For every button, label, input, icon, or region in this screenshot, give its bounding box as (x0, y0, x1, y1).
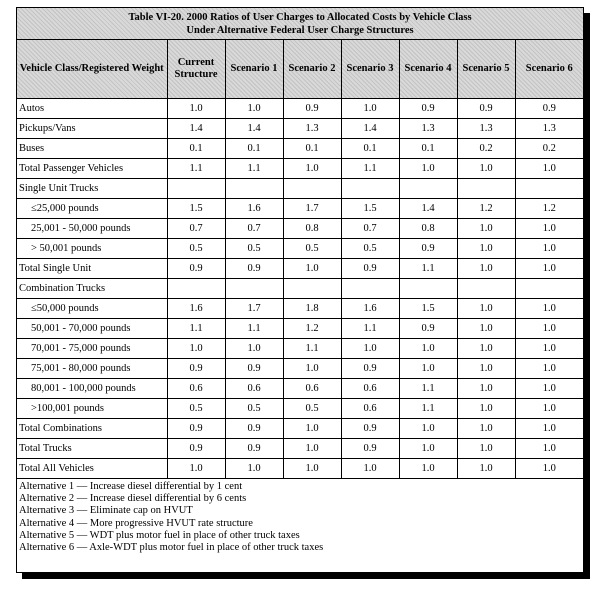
table-cell: 1.1 (225, 319, 283, 339)
table-cell: 0.9 (167, 439, 225, 459)
table-cell: 1.5 (399, 299, 457, 319)
table-cell: 1.4 (167, 119, 225, 139)
table-cell: 1.0 (515, 299, 583, 319)
table-cell: 1.0 (515, 319, 583, 339)
table-cell: 0.6 (167, 379, 225, 399)
table-cell: 0.5 (341, 239, 399, 259)
table-cell: 0.9 (341, 259, 399, 279)
table-row (17, 159, 583, 179)
table-cell: 1.0 (283, 259, 341, 279)
table-cell: 0.6 (283, 379, 341, 399)
table-cell: 1.1 (225, 159, 283, 179)
table-cell (167, 179, 225, 199)
table-cell: 1.0 (457, 259, 515, 279)
table-cell: 0.9 (167, 359, 225, 379)
column-header-scenario-6: Scenario 6 (515, 40, 583, 99)
table-cell: 0.1 (167, 139, 225, 159)
row-label: Total Trucks (17, 439, 167, 459)
table-cell: 1.0 (515, 259, 583, 279)
row-label: 70,001 - 75,000 pounds (17, 339, 167, 359)
column-header-current-structure: Current Structure (167, 40, 225, 99)
footnote-line: Alternative 3 — Eliminate cap on HVUT (19, 505, 193, 517)
table-cell: 1.0 (399, 359, 457, 379)
table-cell: 0.5 (225, 239, 283, 259)
row-label: Combination Trucks (17, 279, 167, 299)
table-cell: 1.0 (457, 219, 515, 239)
table-cell: 0.5 (283, 239, 341, 259)
table-cell: 1.0 (167, 339, 225, 359)
table-cell: 1.1 (399, 259, 457, 279)
table-cell: 1.0 (341, 99, 399, 119)
table-cell: 1.4 (399, 199, 457, 219)
table-cell: 1.0 (399, 159, 457, 179)
table-title-line-1: Table VI-20. 2000 Ratios of User Charges to Allocated Costs by Vehicle Class (128, 12, 472, 23)
table-cell: 1.0 (399, 339, 457, 359)
table-cell: 1.0 (457, 459, 515, 479)
table-row (17, 99, 583, 119)
table-cell: 1.0 (457, 439, 515, 459)
table-cell: 0.7 (167, 219, 225, 239)
table-cell: 1.0 (283, 359, 341, 379)
table-cell: 1.8 (283, 299, 341, 319)
row-label: Total Passenger Vehicles (17, 159, 167, 179)
column-header-scenario-3: Scenario 3 (341, 40, 399, 99)
table-cell: 1.0 (283, 439, 341, 459)
row-label: 75,001 - 80,000 pounds (17, 359, 167, 379)
table-cell: 1.6 (341, 299, 399, 319)
table-cell: 0.8 (399, 219, 457, 239)
footnote-line: Alternative 2 — Increase diesel differential by 6 cents (19, 493, 247, 505)
table-cell (341, 279, 399, 299)
table-cell (341, 179, 399, 199)
table-row (17, 419, 583, 439)
table-cell: 1.1 (283, 339, 341, 359)
ratios-table (17, 40, 583, 479)
table-cell: 1.0 (399, 459, 457, 479)
table-cell: 0.9 (341, 359, 399, 379)
table-cell: 1.0 (457, 239, 515, 259)
table-cell: 0.5 (167, 239, 225, 259)
table-cell: 1.0 (283, 459, 341, 479)
column-header-scenario-2: Scenario 2 (283, 40, 341, 99)
table-cell (515, 179, 583, 199)
row-label: Total Combinations (17, 419, 167, 439)
table-cell: 1.1 (341, 159, 399, 179)
table-cell: 0.9 (457, 99, 515, 119)
table-cell: 0.1 (399, 139, 457, 159)
table-cell: 1.4 (341, 119, 399, 139)
column-header-scenario-1: Scenario 1 (225, 40, 283, 99)
table-cell: 1.0 (515, 219, 583, 239)
table-cell: 1.2 (457, 199, 515, 219)
table-cell (283, 279, 341, 299)
table-cell: 1.7 (225, 299, 283, 319)
header-row (17, 40, 583, 99)
table-cell: 0.9 (225, 359, 283, 379)
table-cell: 1.0 (457, 399, 515, 419)
table-cell: 0.1 (341, 139, 399, 159)
footnote-line: Alternative 1 — Increase diesel differential by 1 cent (19, 481, 243, 492)
footnote-line: Alternative 6 — Axle-WDT plus motor fuel in place of other truck taxes (19, 542, 324, 554)
table-cell: 1.0 (167, 99, 225, 119)
table-cell (399, 179, 457, 199)
footnote-line: Alternative 4 — More progressive HVUT rate structure (19, 517, 253, 529)
table-cell (225, 179, 283, 199)
table-cell: 1.1 (341, 319, 399, 339)
table-cell: 1.0 (283, 419, 341, 439)
table-row (17, 299, 583, 319)
table-cell: 1.0 (515, 459, 583, 479)
table-cell: 1.0 (457, 319, 515, 339)
table-cell (283, 179, 341, 199)
table-cell: 1.0 (283, 159, 341, 179)
table-row (17, 459, 583, 479)
table-cell: 1.0 (515, 359, 583, 379)
row-label: Total All Vehicles (17, 459, 167, 479)
table-cell: 0.9 (515, 99, 583, 119)
column-header-scenario-5: Scenario 5 (457, 40, 515, 99)
table-cell: 1.1 (399, 379, 457, 399)
table-cell: 0.9 (341, 419, 399, 439)
row-label: > 50,001 pounds (17, 239, 167, 259)
row-label: Total Single Unit (17, 259, 167, 279)
table-cell: 0.9 (341, 439, 399, 459)
table-cell: 0.7 (341, 219, 399, 239)
table-cell: 1.0 (515, 239, 583, 259)
table-cell: 1.0 (515, 379, 583, 399)
table-row (17, 399, 583, 419)
table-row (17, 439, 583, 459)
table-cell: 0.6 (225, 379, 283, 399)
table-row (17, 359, 583, 379)
table-cell: 1.0 (457, 419, 515, 439)
table-cell: 1.5 (341, 199, 399, 219)
row-label: 80,001 - 100,000 pounds (17, 379, 167, 399)
table-cell: 1.0 (341, 459, 399, 479)
table-cell: 1.2 (515, 199, 583, 219)
table-cell: 0.9 (283, 99, 341, 119)
table-cell: 0.9 (399, 99, 457, 119)
table-cell: 0.9 (225, 439, 283, 459)
table-cell: 1.0 (341, 339, 399, 359)
table-cell: 1.2 (283, 319, 341, 339)
table-cell: 0.9 (167, 419, 225, 439)
row-label: >100,001 pounds (17, 399, 167, 419)
table-cell: 0.1 (283, 139, 341, 159)
column-header-scenario-4: Scenario 4 (399, 40, 457, 99)
table-cell: 1.0 (225, 339, 283, 359)
table-body (17, 99, 583, 479)
table-cell: 1.4 (225, 119, 283, 139)
table-cell: 1.3 (457, 119, 515, 139)
table-cell (225, 279, 283, 299)
table-cell: 0.5 (225, 399, 283, 419)
table-cell: 1.1 (167, 319, 225, 339)
table-cell: 0.8 (283, 219, 341, 239)
table-frame (16, 7, 584, 573)
row-label: Single Unit Trucks (17, 179, 167, 199)
table-cell: 1.0 (225, 99, 283, 119)
row-label: ≤50,000 pounds (17, 299, 167, 319)
row-label: 25,001 - 50,000 pounds (17, 219, 167, 239)
table-cell (399, 279, 457, 299)
table-cell: 1.0 (167, 459, 225, 479)
table-cell: 1.0 (399, 419, 457, 439)
table-row (17, 379, 583, 399)
table-cell: 1.5 (167, 199, 225, 219)
table-cell: 1.0 (515, 399, 583, 419)
table-cell: 1.6 (167, 299, 225, 319)
row-label: ≤25,000 pounds (17, 199, 167, 219)
row-label: Autos (17, 99, 167, 119)
table-row (17, 319, 583, 339)
table-cell: 0.9 (167, 259, 225, 279)
table-cell: 0.7 (225, 219, 283, 239)
table-cell: 0.5 (167, 399, 225, 419)
table-cell: 0.9 (399, 239, 457, 259)
column-header-vehicle-class: Vehicle Class/Registered Weight (17, 40, 167, 99)
table-cell (457, 179, 515, 199)
table-cell: 0.2 (457, 139, 515, 159)
table-row (17, 119, 583, 139)
table-title (17, 8, 583, 40)
table-cell: 0.2 (515, 139, 583, 159)
table-cell (457, 279, 515, 299)
table-cell: 1.0 (515, 419, 583, 439)
table-cell: 1.0 (457, 359, 515, 379)
table-cell: 1.7 (283, 199, 341, 219)
footnote-line: Alternative 5 — WDT plus motor fuel in place of other truck taxes (19, 529, 300, 541)
table-cell: 1.3 (399, 119, 457, 139)
table-cell: 1.1 (167, 159, 225, 179)
table-cell: 1.0 (515, 439, 583, 459)
row-label: Buses (17, 139, 167, 159)
table-row (17, 199, 583, 219)
table-cell: 1.0 (457, 379, 515, 399)
footnotes (17, 479, 583, 556)
table-cell: 0.9 (225, 259, 283, 279)
row-label: 50,001 - 70,000 pounds (17, 319, 167, 339)
table-cell: 1.3 (515, 119, 583, 139)
table-cell: 0.5 (283, 399, 341, 419)
table-row (17, 339, 583, 359)
table-cell: 1.0 (457, 159, 515, 179)
table-cell: 0.1 (225, 139, 283, 159)
table-row (17, 179, 583, 199)
table-cell: 0.9 (225, 419, 283, 439)
table-cell: 1.0 (457, 299, 515, 319)
table-cell: 1.0 (515, 339, 583, 359)
table-row (17, 259, 583, 279)
table-cell (515, 279, 583, 299)
table-cell: 1.0 (457, 339, 515, 359)
table-cell: 0.9 (399, 319, 457, 339)
table-row (17, 139, 583, 159)
table-cell: 1.0 (225, 459, 283, 479)
table-cell: 1.0 (515, 159, 583, 179)
row-label: Pickups/Vans (17, 119, 167, 139)
table-cell: 1.0 (399, 439, 457, 459)
table-cell: 1.3 (283, 119, 341, 139)
table-row (17, 219, 583, 239)
table-cell (167, 279, 225, 299)
table-cell: 1.1 (399, 399, 457, 419)
table-title-line-2: Under Alternative Federal User Charge Structures (186, 25, 414, 36)
table-row (17, 239, 583, 259)
table-cell: 0.6 (341, 379, 399, 399)
table-row (17, 279, 583, 299)
table-cell: 1.6 (225, 199, 283, 219)
table-cell: 0.6 (341, 399, 399, 419)
